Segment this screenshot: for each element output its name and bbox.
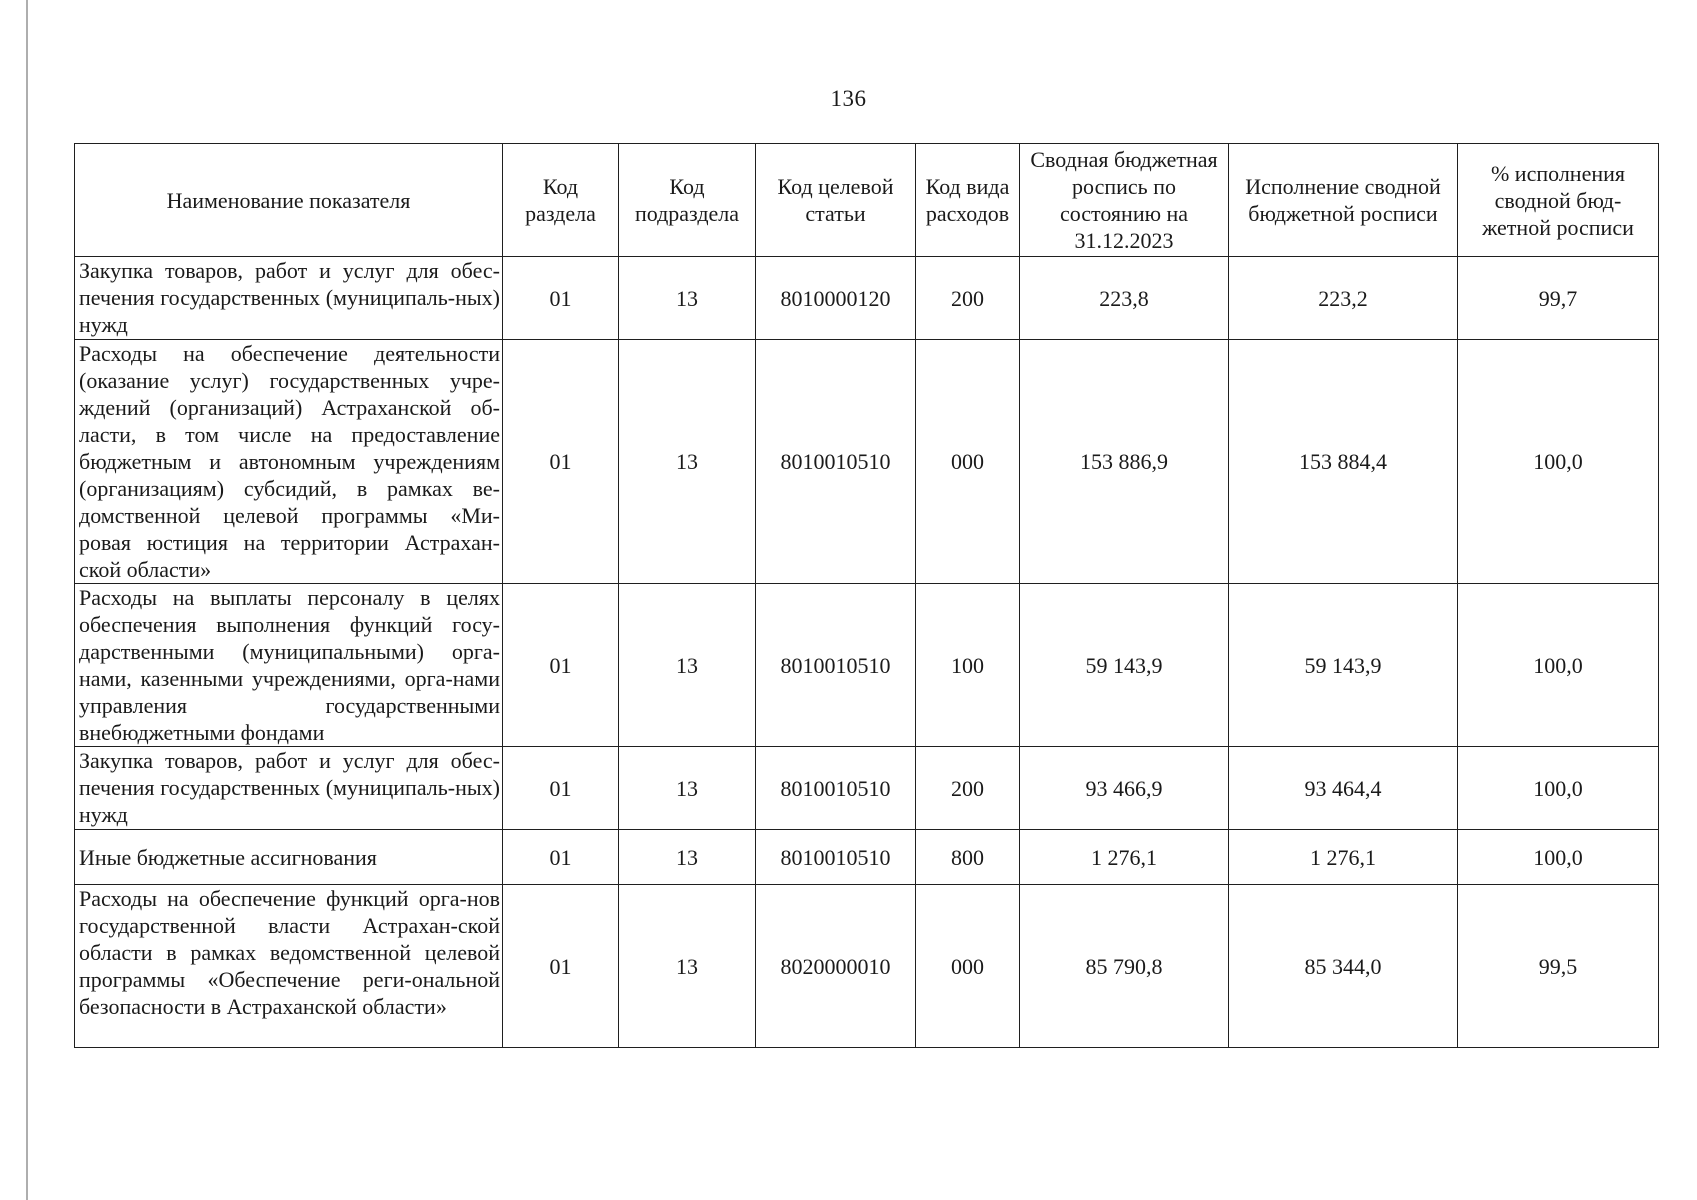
budget-plan-cell: 223,8 — [1020, 257, 1229, 340]
execution-percent-cell: 100,0 — [1458, 584, 1659, 747]
indicator-name-cell: Иные бюджетные ассигнования — [75, 830, 503, 885]
header-budget-plan: Сводная бюджетная роспись по состоянию на 31.12.2023 — [1020, 144, 1229, 257]
table-row — [75, 584, 1659, 747]
subsection-code-cell: 13 — [619, 885, 756, 1048]
subsection-code-cell: 13 — [619, 257, 756, 340]
table-row — [75, 830, 1659, 885]
table-row — [75, 340, 1659, 584]
budget-execution-table — [74, 143, 1659, 1048]
indicator-name-cell: Расходы на выплаты персоналу в целях обеспечения выполнения функций госу-дарственными (муниципальными) орга-нами, казенными учреждениями, орга-нами управления государственными внебюджетными фондами — [75, 584, 503, 747]
section-code-cell: 01 — [503, 584, 619, 747]
header-target-code: Код целевой статьи — [756, 144, 916, 257]
table-row — [75, 885, 1659, 1048]
subsection-code-cell: 13 — [619, 340, 756, 584]
header-section-code: Код раздела — [503, 144, 619, 257]
execution-percent-cell: 100,0 — [1458, 747, 1659, 830]
table-row — [75, 257, 1659, 340]
header-expense-type-code: Код вида расходов — [916, 144, 1020, 257]
subsection-code-cell: 13 — [619, 830, 756, 885]
section-code-cell: 01 — [503, 340, 619, 584]
section-code-cell: 01 — [503, 885, 619, 1048]
budget-execution-cell: 85 344,0 — [1229, 885, 1458, 1048]
budget-execution-cell: 153 884,4 — [1229, 340, 1458, 584]
target-code-cell: 8010010510 — [756, 747, 916, 830]
target-code-cell: 8010010510 — [756, 340, 916, 584]
table-row — [75, 747, 1659, 830]
budget-execution-cell: 1 276,1 — [1229, 830, 1458, 885]
budget-plan-cell: 59 143,9 — [1020, 584, 1229, 747]
budget-plan-cell: 85 790,8 — [1020, 885, 1229, 1048]
section-code-cell: 01 — [503, 830, 619, 885]
header-budget-execution: Исполнение сводной бюджетной росписи — [1229, 144, 1458, 257]
target-code-cell: 8010010510 — [756, 830, 916, 885]
indicator-name-cell: Закупка товаров, работ и услуг для обес-печения государственных (муниципаль-ных) нужд — [75, 257, 503, 340]
budget-plan-cell: 1 276,1 — [1020, 830, 1229, 885]
section-code-cell: 01 — [503, 257, 619, 340]
expense-type-cell: 800 — [916, 830, 1020, 885]
indicator-name-cell: Расходы на обеспечение деятельности (оказание услуг) государственных учре-ждений (организаций) Астраханской об-ласти, в том числе на предоставление бюджетным и автономным учреждениям (организациям) субсидий, в рамках ве-домственной целевой программы «Ми-ровая юстиция на территории Астрахан-ской области» — [75, 340, 503, 584]
expense-type-cell: 000 — [916, 340, 1020, 584]
subsection-code-cell: 13 — [619, 584, 756, 747]
header-subsection-code: Код подраздела — [619, 144, 756, 257]
target-code-cell: 8010010510 — [756, 584, 916, 747]
budget-plan-cell: 93 466,9 — [1020, 747, 1229, 830]
expense-type-cell: 100 — [916, 584, 1020, 747]
section-code-cell: 01 — [503, 747, 619, 830]
header-indicator-name: Наименование показателя — [75, 144, 503, 257]
expense-type-cell: 200 — [916, 747, 1020, 830]
header-execution-percent: % исполнения сводной бюд-жетной росписи — [1458, 144, 1659, 257]
execution-percent-cell: 99,5 — [1458, 885, 1659, 1048]
expense-type-cell: 000 — [916, 885, 1020, 1048]
target-code-cell: 8010000120 — [756, 257, 916, 340]
budget-execution-cell: 93 464,4 — [1229, 747, 1458, 830]
budget-plan-cell: 153 886,9 — [1020, 340, 1229, 584]
budget-execution-cell: 223,2 — [1229, 257, 1458, 340]
table-header-row — [75, 144, 1659, 257]
expense-type-cell: 200 — [916, 257, 1020, 340]
execution-percent-cell: 100,0 — [1458, 830, 1659, 885]
indicator-name-cell: Закупка товаров, работ и услуг для обес-печения государственных (муниципаль-ных) нужд — [75, 747, 503, 830]
execution-percent-cell: 99,7 — [1458, 257, 1659, 340]
page-number: 136 — [830, 86, 867, 111]
target-code-cell: 8020000010 — [756, 885, 916, 1048]
budget-execution-cell: 59 143,9 — [1229, 584, 1458, 747]
subsection-code-cell: 13 — [619, 747, 756, 830]
execution-percent-cell: 100,0 — [1458, 340, 1659, 584]
indicator-name-cell: Расходы на обеспечение функций орга-нов государственной власти Астрахан-ской области в рамках ведомственной целевой программы «Обеспечение реги-ональной безопасности в Астраханской области» — [75, 885, 503, 1048]
scan-left-edge-line — [26, 0, 28, 1200]
